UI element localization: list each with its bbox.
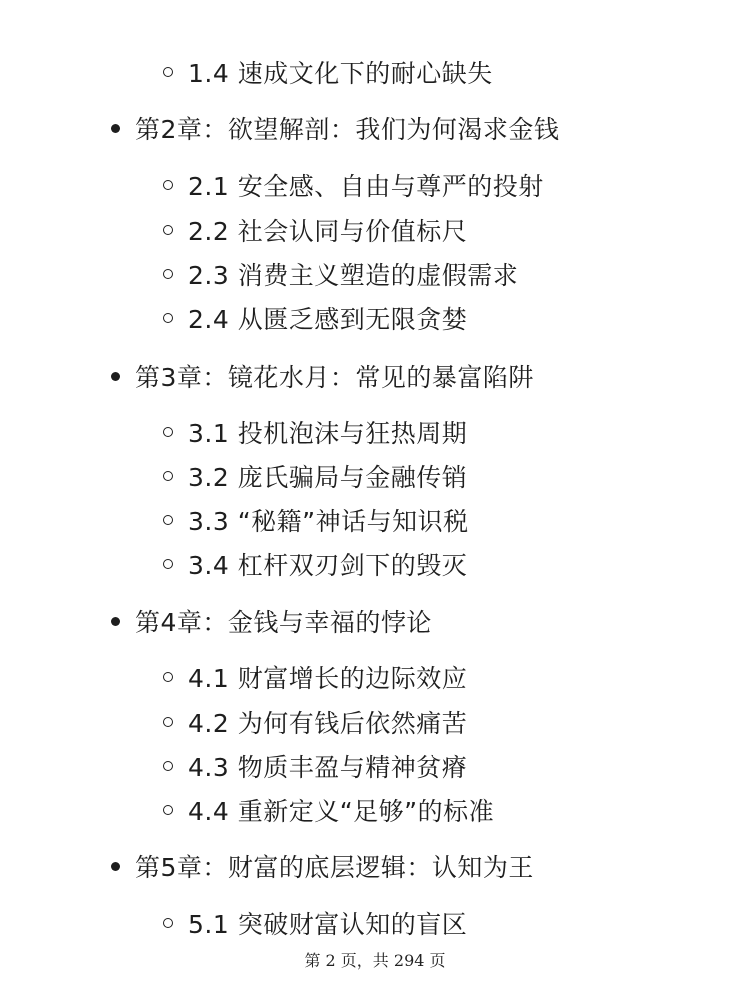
page-number-footer: 第 2 页，共 294 页: [304, 951, 446, 970]
toc-item-2-3[interactable]: [0, 254, 518, 294]
toc-chapter-2[interactable]: [0, 108, 559, 148]
circle-bullet-icon: [163, 672, 173, 682]
toc-item-4-3[interactable]: [0, 746, 467, 786]
circle-bullet-icon: [163, 67, 173, 77]
toc-item-2-1[interactable]: [0, 165, 544, 205]
circle-bullet-icon: [163, 471, 173, 481]
toc-item-label: 1.4 速成文化下的耐心缺失: [188, 59, 493, 88]
circle-bullet-icon: [163, 225, 173, 235]
disc-bullet-icon: [111, 617, 120, 626]
toc-item-label: 3.2 庞氏骗局与金融传销: [188, 463, 468, 492]
toc-item-label: 4.3 物质丰盈与精神贫瘠: [188, 753, 468, 782]
circle-bullet-icon: [163, 717, 173, 727]
toc-item-label: 2.3 消费主义塑造的虚假需求: [188, 261, 519, 290]
toc-chapter-label: 第3章：镜花水月：常见的暴富陷阱: [135, 363, 534, 392]
circle-bullet-icon: [163, 269, 173, 279]
disc-bullet-icon: [111, 372, 120, 381]
circle-bullet-icon: [163, 313, 173, 323]
toc-item-3-4[interactable]: [0, 544, 467, 584]
toc-item-5-1[interactable]: [0, 903, 467, 943]
toc-item-3-3[interactable]: [0, 500, 469, 540]
toc-item-label: 2.1 安全感、自由与尊严的投射: [188, 172, 544, 201]
circle-bullet-icon: [163, 805, 173, 815]
disc-bullet-icon: [111, 862, 120, 871]
toc-chapter-3[interactable]: [0, 356, 534, 396]
toc-item-4-1[interactable]: [0, 657, 467, 697]
toc-item-label: 3.4 杠杆双刃剑下的毁灭: [188, 551, 468, 580]
toc-chapter-label: 第2章：欲望解剖：我们为何渴求金钱: [135, 115, 560, 144]
toc-item-label: 3.3 “秘籍”神话与知识税: [188, 507, 469, 536]
toc-item-2-4[interactable]: [0, 298, 467, 338]
toc-item-4-2[interactable]: [0, 702, 467, 742]
toc-chapter-5[interactable]: [0, 846, 534, 886]
toc-item-label: 3.1 投机泡沫与狂热周期: [188, 419, 468, 448]
circle-bullet-icon: [163, 761, 173, 771]
toc-item-label: 4.4 重新定义“足够”的标准: [188, 797, 495, 826]
toc-item-3-2[interactable]: [0, 456, 467, 496]
toc-item-label: 5.1 突破财富认知的盲区: [188, 910, 468, 939]
toc-item-label: 4.2 为何有钱后依然痛苦: [188, 709, 468, 738]
toc-item-3-1[interactable]: [0, 412, 467, 452]
toc-item-2-2[interactable]: [0, 210, 467, 250]
toc-item-label: 2.4 从匮乏感到无限贪婪: [188, 305, 468, 334]
circle-bullet-icon: [163, 427, 173, 437]
toc-item-label: 4.1 财富增长的边际效应: [188, 664, 468, 693]
circle-bullet-icon: [163, 559, 173, 569]
toc-chapter-label: 第4章：金钱与幸福的悖论: [135, 608, 432, 637]
toc-item-4-4[interactable]: [0, 790, 494, 830]
circle-bullet-icon: [163, 180, 173, 190]
toc-chapter-4[interactable]: [0, 601, 432, 641]
circle-bullet-icon: [163, 515, 173, 525]
circle-bullet-icon: [163, 918, 173, 928]
toc-chapter-label: 第5章：财富的底层逻辑：认知为王: [135, 853, 534, 882]
toc-item-label: 2.2 社会认同与价值标尺: [188, 217, 468, 246]
toc-item-1-4[interactable]: [0, 52, 493, 92]
disc-bullet-icon: [111, 124, 120, 133]
